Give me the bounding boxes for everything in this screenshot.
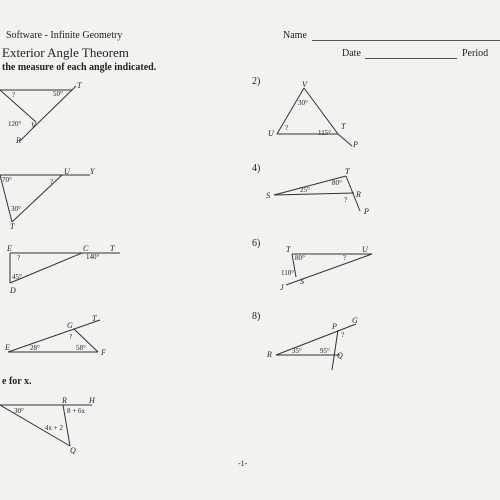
p5-angle-45: 45° — [12, 273, 22, 281]
p2-angle-115: 115° — [318, 129, 332, 137]
p1-angle-unknown: ? — [12, 91, 16, 99]
p4-label-r: R — [356, 190, 361, 199]
software-credit: Software - Infinite Geometry — [6, 30, 123, 41]
p7-angle-unknown: ? — [69, 333, 73, 341]
p5-angle-140: 140° — [86, 253, 100, 261]
worksheet-title: Exterior Angle Theorem — [2, 45, 129, 60]
p5-label-t: T — [110, 244, 115, 253]
p3-angle-unknown: ? — [50, 178, 54, 186]
p7-label-t: T — [92, 314, 97, 323]
problem-2-number: 2) — [252, 76, 261, 87]
p8-label-r: R — [267, 350, 272, 359]
p9-label-h: H — [89, 396, 95, 405]
instructions-part1: the measure of each angle indicated. — [2, 62, 157, 73]
p6-label-s: S — [300, 277, 304, 286]
p2-angle-30: 30° — [298, 99, 308, 107]
p3-label-t: T — [10, 222, 15, 231]
p1-angle-120: 120° — [8, 120, 22, 128]
p2-label-v: V — [302, 80, 307, 89]
p6-label-j: J — [280, 283, 284, 292]
p3-label-y: Y — [90, 167, 95, 176]
p5-label-c: C — [83, 244, 89, 253]
p9-label-q: Q — [70, 446, 76, 455]
period-label: Period — [462, 48, 489, 59]
p2-label-u: U — [268, 129, 274, 138]
p9-label-r: R — [62, 396, 67, 405]
p1-angle-50: 50° — [53, 90, 63, 98]
p6-angle-110: 110° — [281, 269, 295, 277]
p9-angle-30: 30° — [14, 407, 24, 415]
p7-angle-58: 58° — [76, 344, 86, 352]
p4-angle-unknown: ? — [344, 196, 348, 204]
p4-label-t: T — [345, 167, 350, 176]
p7-label-g: G — [67, 321, 73, 330]
instructions-part2: e for x. — [2, 376, 32, 387]
p7-label-f: F — [101, 348, 106, 357]
p1-label-t: T — [77, 81, 82, 90]
p9-expr-4x-plus-2: 4x + 2 — [45, 424, 63, 432]
p5-angle-unknown: ? — [17, 254, 21, 262]
p6-label-t: T — [286, 245, 291, 254]
figure-problem-7 — [8, 320, 100, 352]
p2-angle-unknown: ? — [285, 124, 289, 132]
figure-problem-4 — [274, 176, 360, 211]
p6-angle-unknown: ? — [343, 254, 347, 262]
p8-angle-35: 35° — [292, 347, 302, 355]
p6-angle-80: 80° — [295, 254, 305, 262]
p5-label-d: D — [10, 286, 16, 295]
figure-problem-3 — [0, 175, 90, 222]
p7-label-e: E — [5, 343, 10, 352]
p6-label-u: U — [362, 245, 368, 254]
problem-6-number: 6) — [252, 238, 261, 249]
problem-8-number: 8) — [252, 311, 261, 322]
p4-label-p: P — [364, 207, 369, 216]
date-label: Date — [342, 48, 361, 59]
problem-4-number: 4) — [252, 163, 261, 174]
p4-angle-25: 25° — [300, 186, 310, 194]
p3-label-u: U — [64, 167, 70, 176]
p5-label-e: E — [7, 244, 12, 253]
p4-label-s: S — [266, 191, 270, 200]
name-label: Name — [283, 30, 307, 41]
page-number: -1- — [238, 459, 248, 468]
p9-expr-8-plus-6x: 8 + 6x — [67, 407, 85, 415]
p8-angle-unknown: ? — [341, 331, 345, 339]
p8-label-q: Q — [337, 351, 343, 360]
p4-angle-80: 80° — [332, 179, 342, 187]
figure-problem-5 — [10, 253, 120, 283]
p7-angle-28: 28° — [30, 344, 40, 352]
p2-label-t: T — [341, 122, 346, 131]
p2-label-p: P — [353, 140, 358, 149]
figure-problem-2 — [277, 88, 352, 146]
p1-label-v: V — [31, 121, 36, 130]
p3-angle-30: 30° — [11, 205, 21, 213]
p8-angle-95: 95° — [320, 347, 330, 355]
p3-angle-70: 70° — [2, 176, 12, 184]
p8-label-g: G — [352, 316, 358, 325]
p1-label-r: R — [16, 136, 21, 145]
p8-label-p: P — [332, 322, 337, 331]
